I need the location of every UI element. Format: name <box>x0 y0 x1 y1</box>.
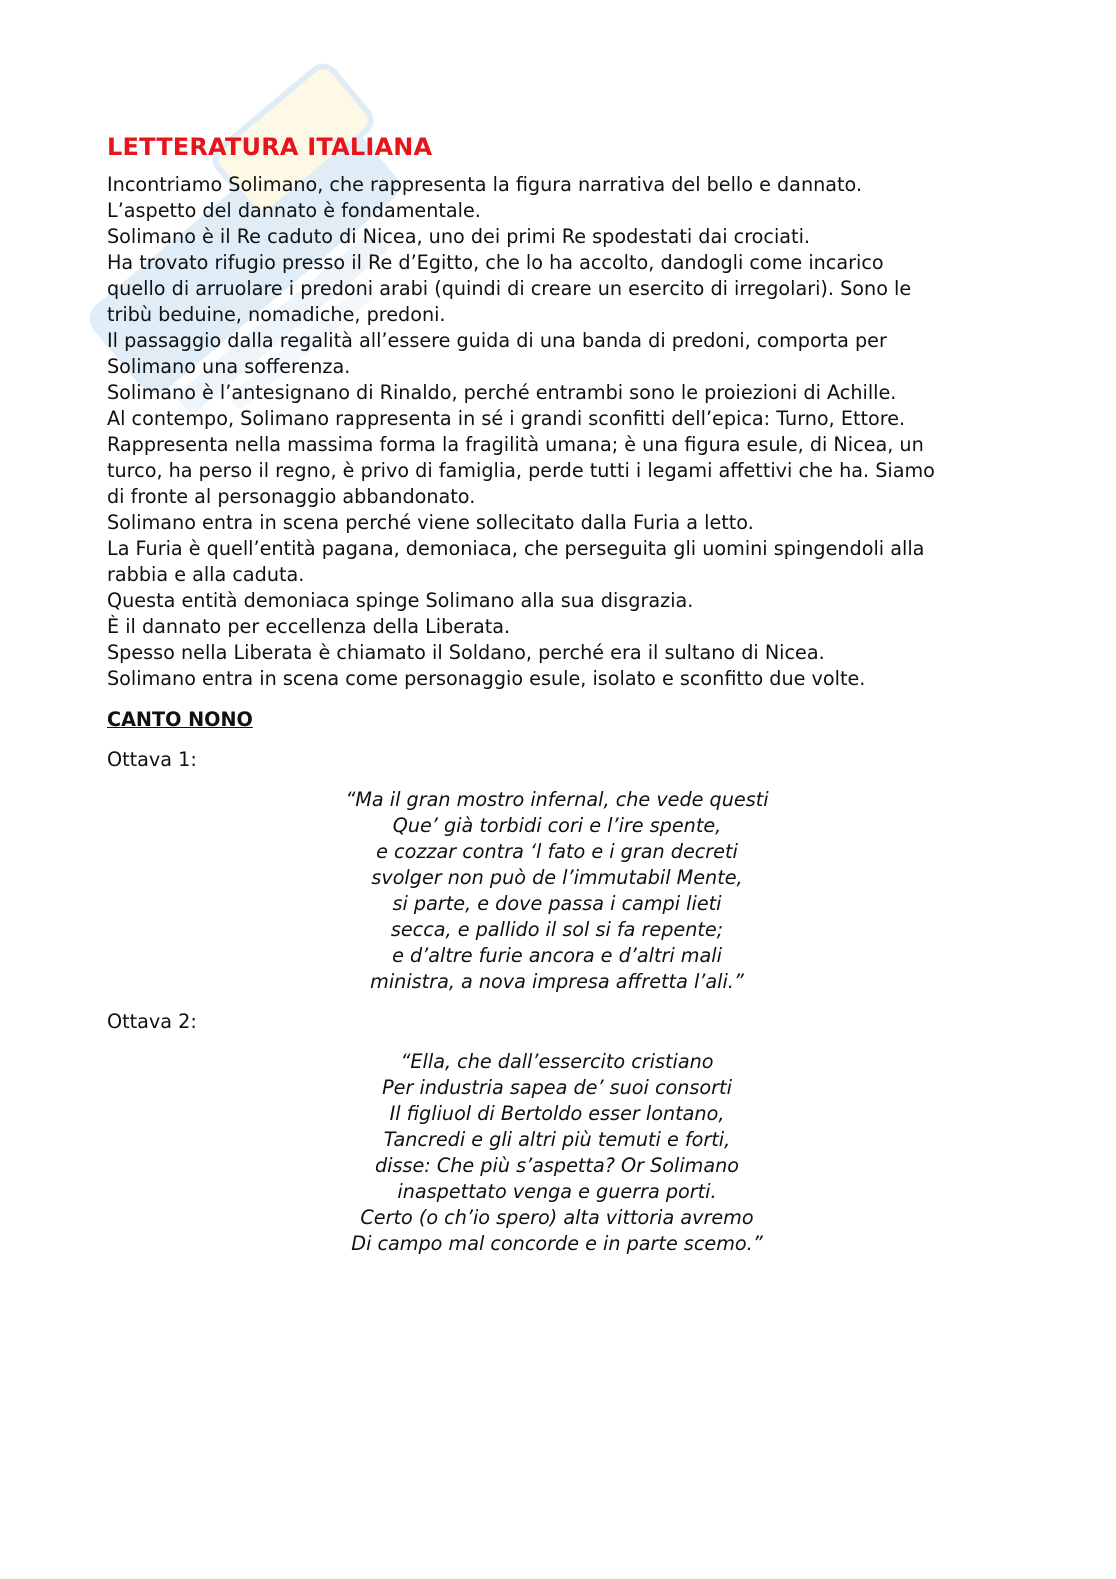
paragraph-line: tribù beduine, nomadiche, predoni. <box>107 303 446 326</box>
verse-line: e d’altre furie ancora e d’altri mali <box>392 944 722 967</box>
verse-line: Per industria sapea de’ suoi consorti <box>382 1076 732 1099</box>
verse-line: Il figliuol di Bertoldo esser lontano, <box>389 1102 725 1125</box>
verse-line: secca, e pallido il sol si fa repente; <box>390 918 724 941</box>
paragraph-line: rabbia e alla caduta. <box>107 563 305 586</box>
intro-paragraph <box>107 172 1007 692</box>
ottava-2-verse <box>107 1049 1007 1257</box>
paragraph-line: Solimano entra in scena come personaggio esule, isolato e sconfitto due volte. <box>107 667 866 690</box>
verse-line: inaspettato venga e guerra porti. <box>397 1180 717 1203</box>
paragraph-line: Incontriamo Solimano, che rappresenta la figura narrativa del bello e dannato. <box>107 173 863 196</box>
paragraph-line: L’aspetto del dannato è fondamentale. <box>107 199 481 222</box>
paragraph-line: Rappresenta nella massima forma la fragilità umana; è una figura esule, di Nicea, un <box>107 433 924 456</box>
verse-line: svolger non può de l’immutabil Mente, <box>371 866 743 889</box>
verse-line: “Ella, che dall’essercito cristiano <box>400 1050 714 1073</box>
document-title: LETTERATURA ITALIANA <box>107 133 433 161</box>
verse-line: e cozzar contra ‘l fato e i gran decreti <box>376 840 738 863</box>
paragraph-line: La Furia è quell’entità pagana, demoniaca, che perseguita gli uomini spingendoli alla <box>107 537 925 560</box>
paragraph-line: Solimano entra in scena perché viene sollecitato dalla Furia a letto. <box>107 511 754 534</box>
paragraph-line: Solimano una sofferenza. <box>107 355 351 378</box>
verse-line: “Ma il gran mostro infernal, che vede questi <box>345 788 769 811</box>
paragraph-line: di fronte al personaggio abbandonato. <box>107 485 476 508</box>
document-page <box>107 130 1007 1257</box>
paragraph-line: Al contempo, Solimano rappresenta in sé i grandi sconfitti dell’epica: Turno, Ettore. <box>107 407 906 430</box>
paragraph-line: Il passaggio dalla regalità all’essere guida di una banda di predoni, comporta per <box>107 329 887 352</box>
verse-line: Certo (o ch’io spero) alta vittoria avremo <box>360 1206 754 1229</box>
ottava-1-label: Ottava 1: <box>107 748 197 771</box>
verse-line: si parte, e dove passa i campi lieti <box>392 892 722 915</box>
section-title-canto: CANTO NONO <box>107 708 253 731</box>
verse-line: ministra, a nova impresa affretta l’ali.” <box>370 970 744 993</box>
verse-line: disse: Che più s’aspetta? Or Solimano <box>374 1154 740 1177</box>
paragraph-line: Solimano è l’antesignano di Rinaldo, perché entrambi sono le proiezioni di Achille. <box>107 381 897 404</box>
paragraph-line: turco, ha perso il regno, è privo di famiglia, perde tutti i legami affettivi che ha. Siamo <box>107 459 935 482</box>
paragraph-line: Solimano è il Re caduto di Nicea, uno dei primi Re spodestati dai crociati. <box>107 225 810 248</box>
paragraph-line: quello di arruolare i predoni arabi (quindi di creare un esercito di irregolari). Sono le <box>107 277 912 300</box>
paragraph-line: Ha trovato rifugio presso il Re d’Egitto, che lo ha accolto, dandogli come incarico <box>107 251 884 274</box>
verse-line: Que’ già torbidi cori e l’ire spente, <box>392 814 722 837</box>
paragraph-line: È il dannato per eccellenza della Liberata. <box>107 615 511 638</box>
paragraph-line: Questa entità demoniaca spinge Solimano alla sua disgrazia. <box>107 589 694 612</box>
ottava-1-verse <box>107 787 1007 995</box>
verse-line: Di campo mal concorde e in parte scemo.” <box>351 1232 763 1255</box>
paragraph-line: Spesso nella Liberata è chiamato il Soldano, perché era il sultano di Nicea. <box>107 641 825 664</box>
verse-line: Tancredi e gli altri più temuti e forti, <box>383 1128 731 1151</box>
ottava-2-label: Ottava 2: <box>107 1010 197 1033</box>
